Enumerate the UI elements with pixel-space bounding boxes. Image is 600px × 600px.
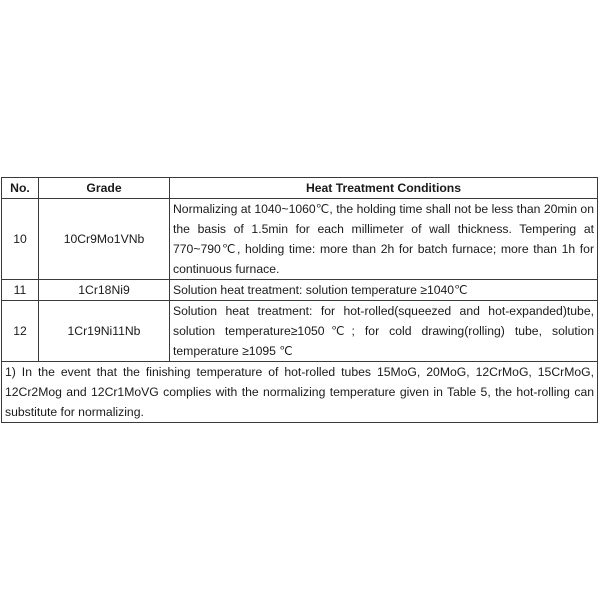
row-grade: 1Cr19Ni11Nb <box>39 301 170 362</box>
header-row <box>2 178 598 199</box>
row-condition: Solution heat treatment: for hot-rolled(squeezed and hot-expanded)tube, solution temperature≥1050℃; for cold drawing(rolling) tube, solution temperature ≥1095 ℃ <box>170 301 598 362</box>
table-row <box>2 280 598 301</box>
row-grade: 1Cr18Ni9 <box>39 280 170 301</box>
row-condition: Normalizing at 1040~1060℃, the holding time shall not be less than 20min on the basis of 1.5min for each millimeter of wall thickness. Tempering at 770~790℃, holding time: more than 2h for batch furnace; more than 1h for continuous furnace. <box>170 199 598 280</box>
row-grade: 10Cr9Mo1VNb <box>39 199 170 280</box>
table-footnote: 1) In the event that the finishing temperature of hot-rolled tubes 15MoG, 20MoG, 12CrMoG, 15CrMoG, 12Cr2Mog and 12Cr1MoVG complies with the normalizing temperature given in Table 5, the hot-rolling can substitute for normalizing. <box>2 362 598 423</box>
row-condition: Solution heat treatment: solution temperature ≥1040℃ <box>170 280 598 301</box>
header-conditions: Heat Treatment Conditions <box>170 178 598 199</box>
row-no: 11 <box>2 280 39 301</box>
row-no: 10 <box>2 199 39 280</box>
table-row <box>2 301 598 362</box>
header-no: No. <box>2 178 39 199</box>
row-no: 12 <box>2 301 39 362</box>
header-grade: Grade <box>39 178 170 199</box>
heat-treatment-table <box>1 177 598 423</box>
note-row <box>2 362 598 423</box>
table-row <box>2 199 598 280</box>
